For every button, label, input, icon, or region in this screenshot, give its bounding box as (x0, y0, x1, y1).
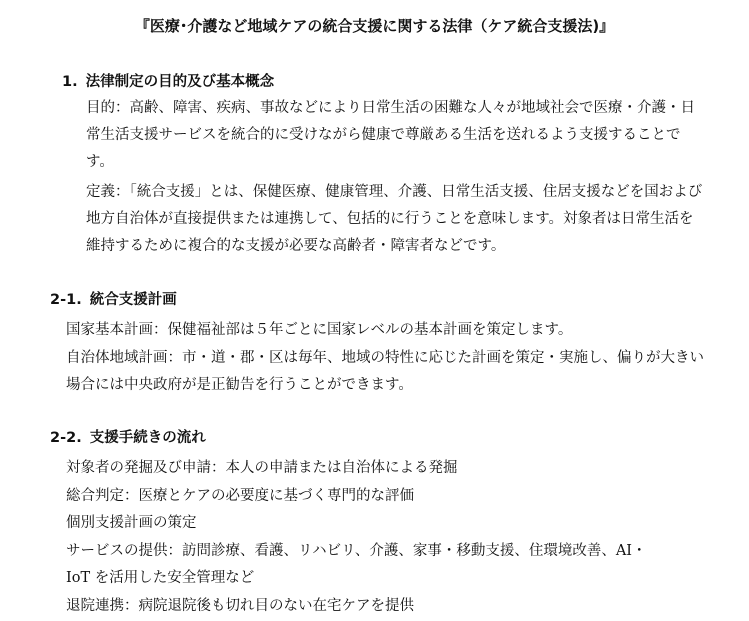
section-2-2-number: 2-2. (50, 430, 82, 446)
section-1-purpose-paragraph: 目的：高齢、障害、疾病、事故などにより日常生活の困難な人々が地域社会で医療・介護・日常生活支援サービスを統合的に受けながら健康で尊厳ある生活を送れるよう支援することです。 (86, 100, 695, 170)
section-2-1-local-plan: 自治体地域計画：市・道・郡・区は毎年、地域の特性に応じた計画を策定・実施し、偏りが大きい場合には中央政府が是正勧告を行うことができます。 (66, 350, 704, 393)
section-2-2-heading (50, 428, 206, 448)
procedure-step-discharge-coordination: 退院連携：病院退院後も切れ目のない在宅ケアを提供 (66, 598, 414, 614)
section-1-title: 法律制定の目的及び基本概念 (85, 74, 275, 90)
section-1-heading (62, 72, 274, 92)
section-1-number: 1. (62, 74, 78, 90)
section-2-1-heading (50, 290, 177, 310)
procedure-step-service-provision: サービスの提供：訪問診療、看護、リハビリ、介護、家事・移動支援、住環境改善、AI・ (66, 543, 647, 559)
section-2-2-title: 支援手続きの流れ (89, 430, 206, 446)
procedure-step-assessment: 総合判定：医療とケアの必要度に基づく専門的な評価 (66, 488, 414, 504)
section-2-1-number: 2-1. (50, 292, 82, 308)
section-2-1-title: 統合支援計画 (89, 292, 177, 308)
procedure-step-service-provision-continued: IoT を活用した安全管理など (66, 570, 255, 586)
document-title: 『医療･介護など地域ケアの統合支援に関する法律（ケア統合支援法)』 (134, 17, 615, 35)
section-2-1-national-plan: 国家基本計画：保健福祉部は５年ごとに国家レベルの基本計画を策定します。 (66, 322, 573, 338)
procedure-step-individual-plan: 個別支援計画の策定 (66, 515, 197, 531)
section-1-definition-paragraph: 定義：「統合支援」とは、保健医療、健康管理、介護、日常生活支援、住居支援などを国および地方自治体が直接提供または連携して、包括的に行うことを意味します。対象者は日常生活を維持するために複合的な支援が必要な高齢者・障害者などです。 (86, 184, 703, 254)
procedure-step-application: 対象者の発掘及び申請：本人の申請または自治体による発掘 (66, 460, 458, 476)
